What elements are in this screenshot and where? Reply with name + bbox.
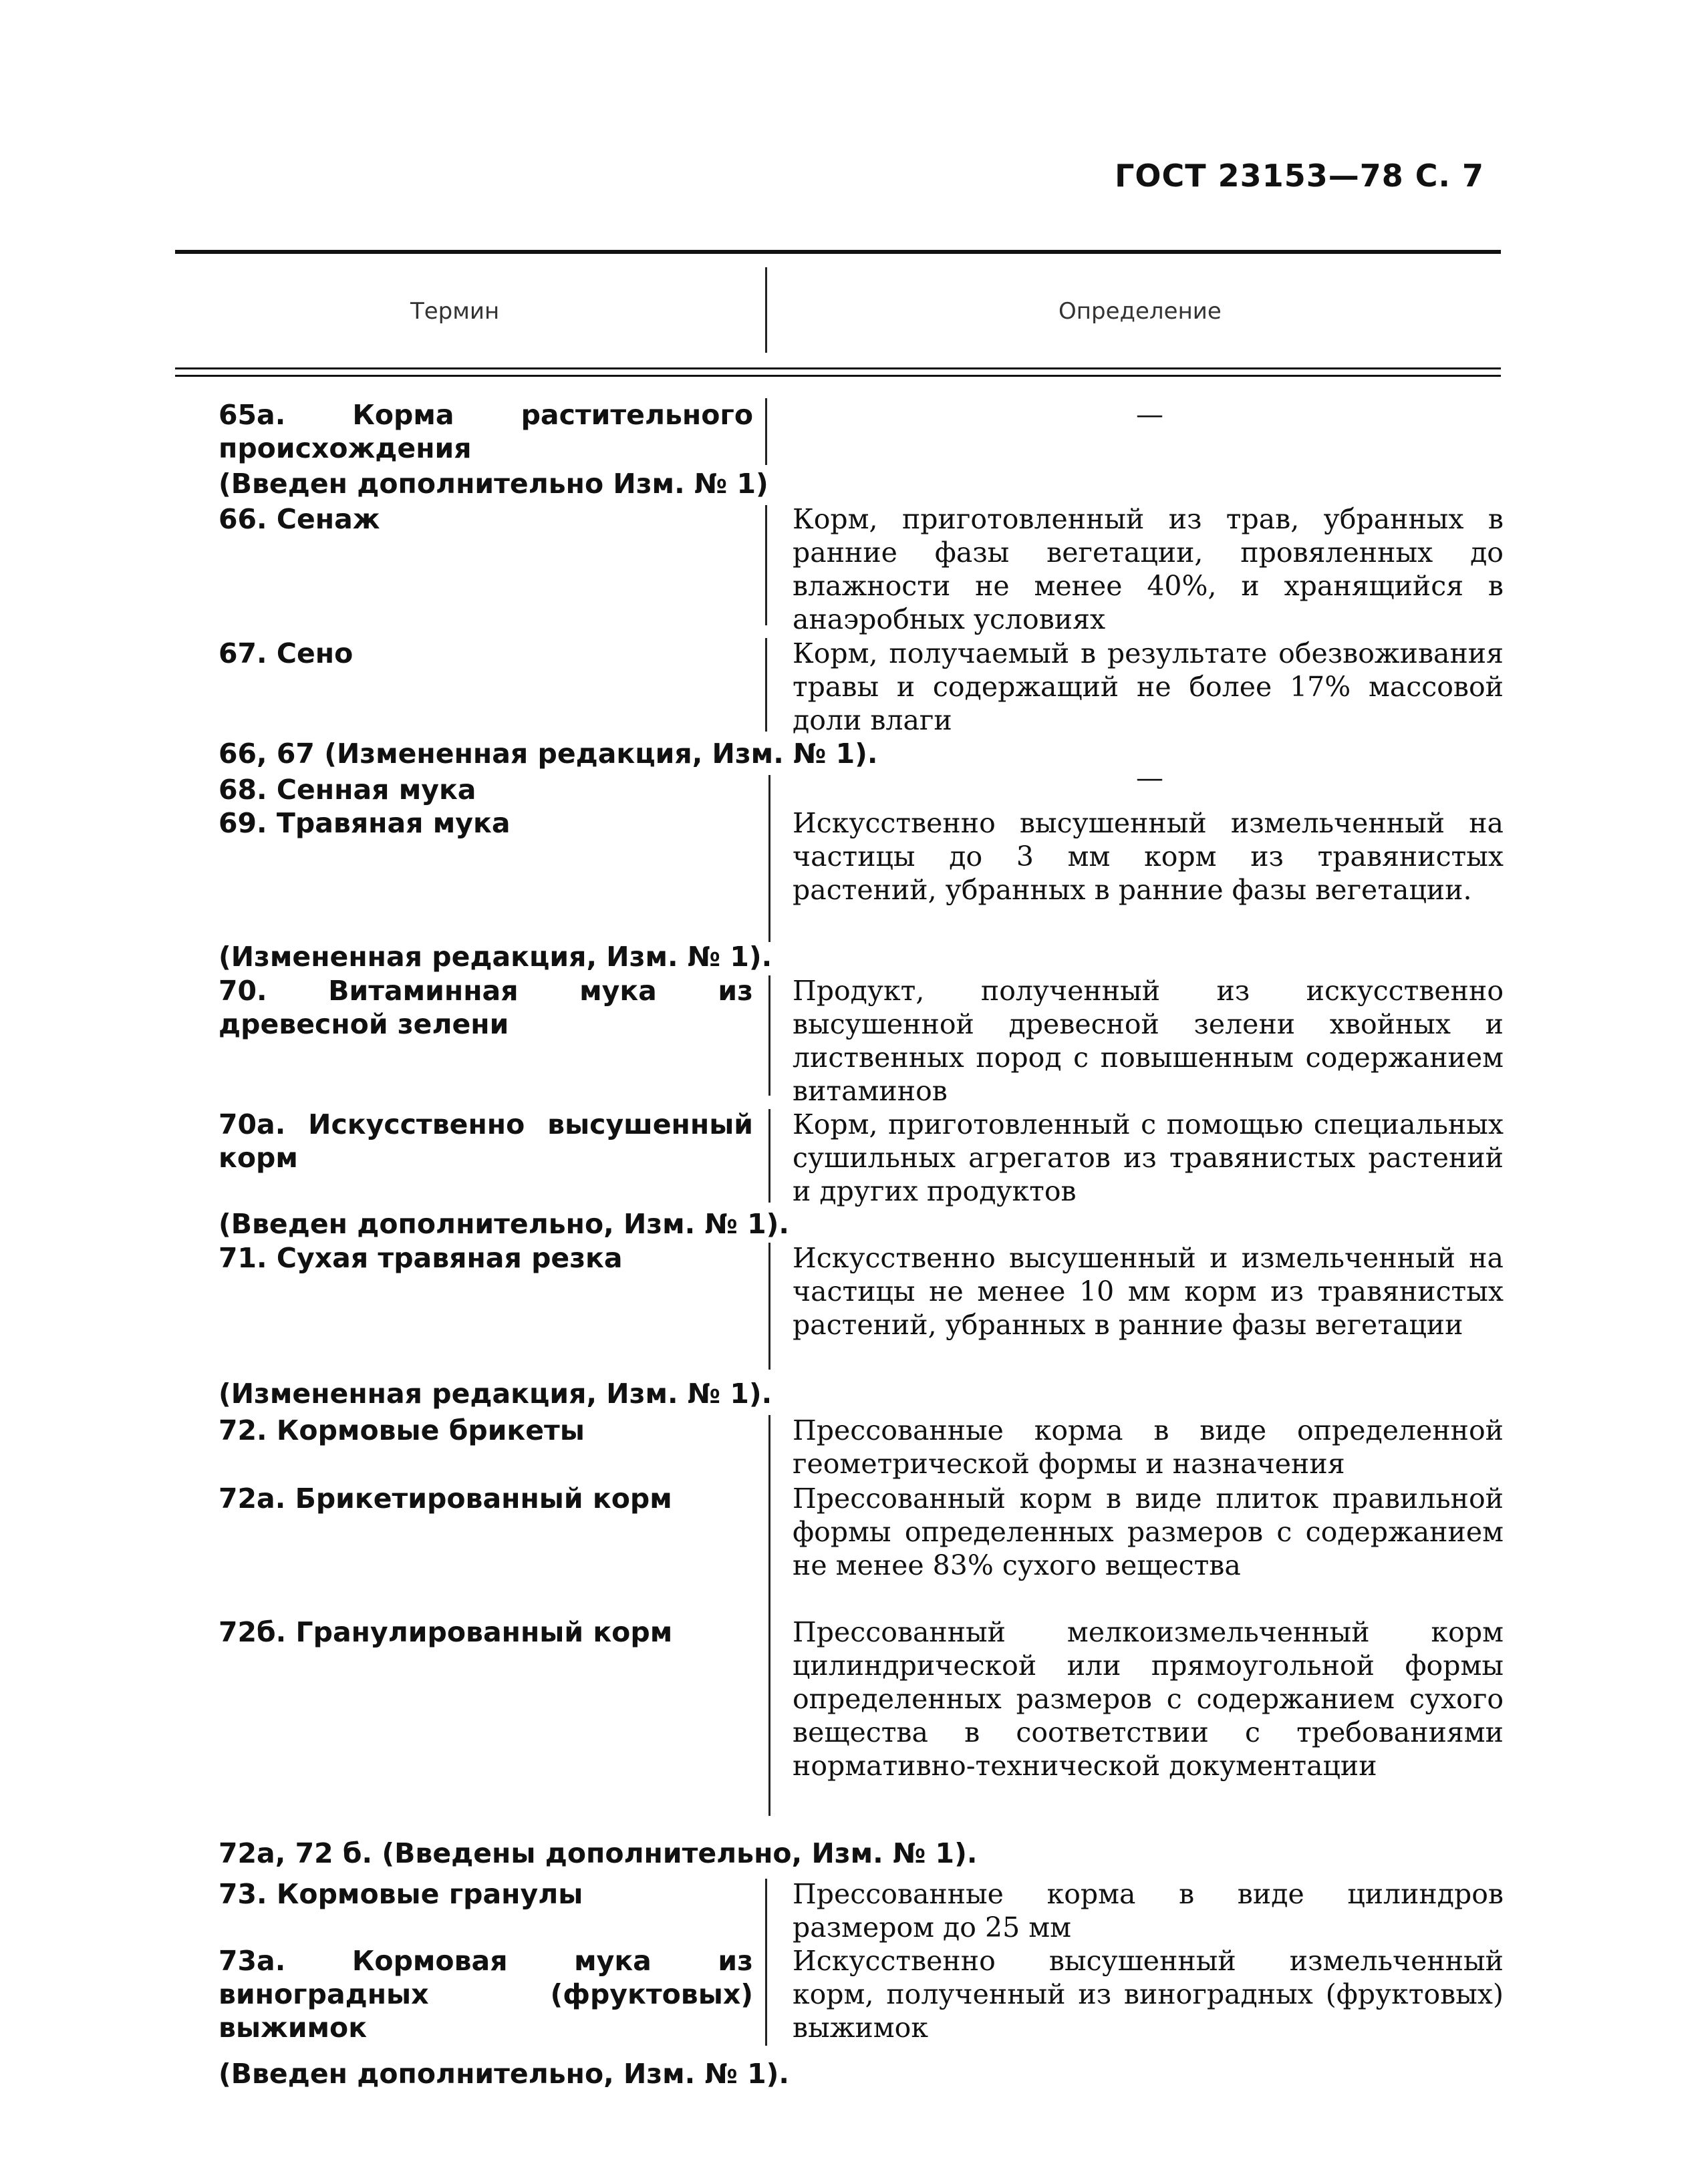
term-70a: 70а. Искусственно высушенный корм — [219, 1108, 753, 1174]
amendment-note: (Введен дополнительно, Изм. № 1). — [219, 2058, 789, 2090]
term-72: 72. Кормовые брикеты — [219, 1414, 585, 1446]
term-72a: 72а. Брикетированный корм — [219, 1483, 672, 1515]
column-divider — [768, 1243, 770, 1370]
definition-70a: Корм, приготовленный с помощью специальных сушильных агрегатов из травянистых растений и других продуктов — [793, 1108, 1504, 1207]
column-divider — [768, 1415, 770, 1816]
amendment-note: (Измененная редакция, Изм. № 1). — [219, 1378, 772, 1410]
term-73a: 73а. Кормовая мука из виноградных (фруктовых) выжимок — [219, 1945, 753, 2044]
column-header-definition: Определение — [1058, 298, 1222, 325]
definition-73: Прессованные корма в виде цилиндров размером до 25 мм — [793, 1878, 1504, 1943]
page-header-doc-ref: ГОСТ 23153—78 С. 7 — [1115, 158, 1484, 194]
term-66: 66. Сенаж — [219, 503, 380, 535]
table-top-rule — [175, 250, 1501, 254]
term-70: 70. Витаминная мука из древесной зелени — [219, 975, 753, 1040]
amendment-note: (Измененная редакция, Изм. № 1). — [219, 941, 772, 973]
definition-72a: Прессованный корм в виде плиток правильной формы определенных размеров с содержанием не менее 83% сухого вещества — [793, 1483, 1504, 1581]
column-divider — [765, 267, 767, 353]
definition-65a: — — [1136, 398, 1163, 430]
definition-71: Искусственно высушенный и измельченный на частицы не менее 10 мм корм из травянистых растений, убранных в ранние фазы вегетации — [793, 1242, 1504, 1341]
column-header-terms: Термин — [410, 298, 500, 325]
definition-70: Продукт, полученный из искусственно высушенной древесной зелени хвойных и лиственных пород с повышенным содержанием витаминов — [793, 975, 1504, 1107]
column-divider — [765, 1879, 767, 2046]
column-divider — [765, 638, 767, 732]
amendment-note: (Введен дополнительно, Изм. № 1). — [219, 1208, 789, 1240]
term-71: 71. Сухая травяная резка — [219, 1242, 623, 1274]
definition-72: Прессованные корма в виде определенной геометрической формы и назначения — [793, 1414, 1504, 1480]
header-rule-upper — [175, 367, 1501, 369]
term-65a: 65а. Корма растительного происхождения — [219, 399, 753, 464]
term-68: 68. Сенная мука — [219, 774, 476, 806]
definition-66: Корм, приготовленный из трав, убранных в ранние фазы вегетации, провяленных до влажности не менее 40%, и хранящийся в анаэробных условиях — [793, 503, 1504, 635]
column-divider — [768, 1109, 770, 1203]
amendment-note: 72а, 72 б. (Введены дополнительно, Изм. № 1). — [219, 1837, 978, 1869]
term-67: 67. Сено — [219, 637, 353, 669]
amendment-note: (Введен дополнительно Изм. № 1) — [219, 468, 768, 500]
column-divider — [765, 398, 767, 465]
column-divider — [765, 505, 767, 625]
definition-72b: Прессованный мелкоизмельченный корм цилиндрической или прямоугольной формы определенных размеров с содержанием сухого вещества в соответствии с требованиями нормативно-технической документации — [793, 1616, 1504, 1782]
column-divider — [768, 775, 770, 942]
definition-73a: Искусственно высушенный измельченный корм, полученный из виноградных (фруктовых) выжимок — [793, 1945, 1504, 2044]
definition-68: — — [1136, 762, 1163, 794]
term-69: 69. Травяная мука — [219, 807, 511, 839]
column-divider — [768, 975, 770, 1096]
term-72b: 72б. Гранулированный корм — [219, 1616, 673, 1648]
term-73: 73. Кормовые гранулы — [219, 1878, 583, 1910]
definition-67: Корм, получаемый в результате обезвоживания травы и содержащий не более 17% массовой доли влаги — [793, 637, 1504, 736]
definition-69: Искусственно высушенный измельченный на частицы до 3 мм корм из травянистых растений, убранных в ранние фазы вегетации. — [793, 807, 1504, 906]
amendment-note: 66, 67 (Измененная редакция, Изм. № 1). — [219, 738, 878, 770]
header-rule-lower — [175, 375, 1501, 377]
